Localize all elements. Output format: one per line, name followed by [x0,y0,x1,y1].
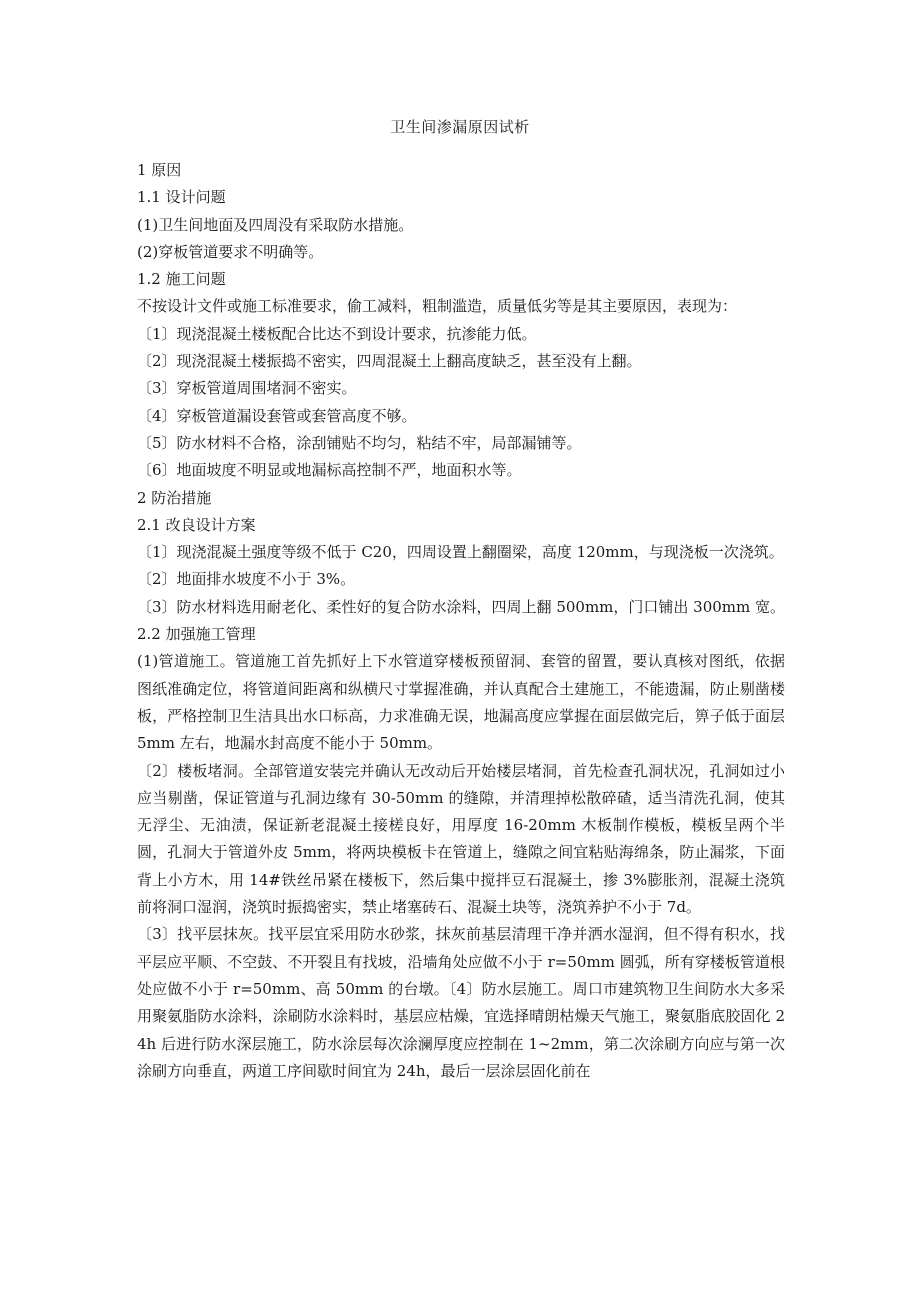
list-item: 〔3〕防水材料选用耐老化、柔性好的复合防水涂料，四周上翻 500mm，门口铺出 300mm 宽。 [137,597,786,616]
paragraph: (1)卫生间地面及四周没有采取防水措施。 [137,215,414,234]
heading-2-1: 2.1 改良设计方案 [137,515,256,534]
list-item: 〔3〕穿板管道周围堵洞不密实。 [137,379,357,398]
paragraph: (2)穿板管道要求不明确等。 [137,242,324,261]
document-body [137,157,785,1085]
heading-1: 1 原因 [137,161,182,179]
document-title: 卫生间渗漏原因试析 [390,118,530,136]
paragraph: 〔3〕找平层抹灰。找平层宜采用防水砂浆，抹灰前基层清理干净并洒水湿润，但不得有积水，找平层应平顺、不空鼓、不开裂且有找坡，沿墙角处应做不小于 r=50mm 圆弧，所有穿楼板管道根处应做不小于 r=50mm、高 50mm 的台墩。〔4〕防水层施工。周口市建筑物卫生间防水大多采用聚氨脂防水涂料，涂刷防水涂料时，基层应枯燥，宜选择晴朗枯燥天气施工，聚氨脂底胶固化 24h 后进行防水深层施工，防水涂层每次涂澜厚度应控制在 1~2mm，第二次涂刷方向应与第一次涂刷方向垂直，两道工序间歇时间宜为 24h，最后一层涂层固化前在 [137,925,785,1080]
list-item: 〔6〕地面坡度不明显或地漏标高控制不严，地面积水等。 [137,461,522,480]
list-item: 〔1〕现浇混凝土楼板配合比达不到设计要求，抗渗能力低。 [137,324,537,343]
heading-1-2: 1.2 施工问题 [137,270,226,289]
list-item: 〔2〕现浇混凝土楼振捣不密实，四周混凝土上翻高度缺乏，甚至没有上翻。 [137,352,642,371]
list-item: 〔5〕防水材料不合格，涂刮铺贴不均匀，粘结不牢，局部漏铺等。 [137,433,582,452]
list-item: 〔4〕穿板管道漏设套管或套管高度不够。 [137,406,417,425]
heading-2: 2 防治措施 [137,488,212,507]
list-item: 〔1〕现浇混凝土强度等级不低于 C20，四周设置上翻圈梁，高度 120mm，与现浇板一次浇筑。 [137,543,784,562]
paragraph: 不按设计文件或施工标准要求，偷工减料，粗制滥造，质量低劣等是其主要原因，表现为： [137,297,738,316]
paragraph: 〔2〕楼板堵洞。全部管道安装完并确认无改动后开始楼层堵洞，首先检查孔洞状况，孔洞如过小应当剔凿，保证管道与孔洞边缘有 30-50mm 的缝隙，并清理掉松散碎碴，适当清洗孔洞，使其无浮尘、无油渍，保证新老混凝土接槎良好，用厚度 16-20mm 木板制作模板，模板呈两个半圆，孔洞大于管道外皮 5mm，将两块模板卡在管道上，缝隙之间宜粘贴海绵条，防止漏浆，下面背上小方木，用 14#铁丝吊紧在楼板下，然后集中搅拌豆石混凝土，掺 3%膨胀剂，混凝土浇筑前将洞口湿润，浇筑时振捣密实，禁止堵塞砖石、混凝土块等，浇筑养护不小于 7d。 [137,761,785,917]
paragraph: (1)管道施工。管道施工首先抓好上下水管道穿楼板预留洞、套管的留置，要认真核对图纸，依据图纸准确定位，将管道间距离和纵横尺寸掌握准确，并认真配合土建施工，不能遗漏，防止剔凿楼板，严格控制卫生洁具出水口标高，力求准确无误，地漏高度应掌握在面层做完后，箅子低于面层 5mm 左右，地漏水封高度不能小于 50mm。 [137,652,785,753]
heading-1-1: 1.1 设计问题 [137,188,226,207]
heading-2-2: 2.2 加强施工管理 [137,625,256,644]
list-item: 〔2〕地面排水坡度不小于 3%。 [137,570,356,589]
